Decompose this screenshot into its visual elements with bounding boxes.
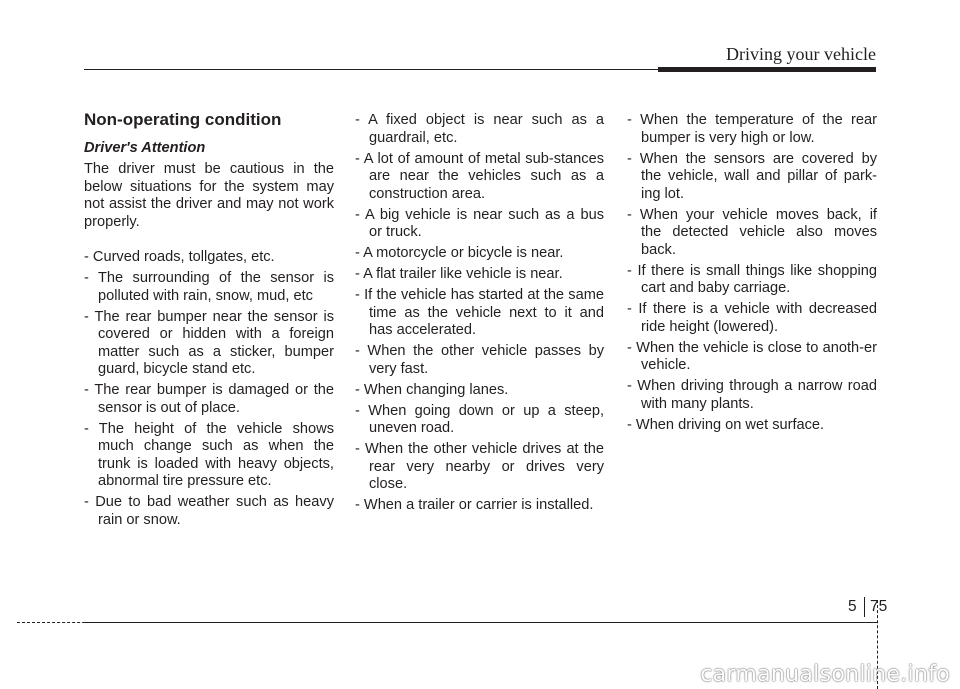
intro-paragraph: The driver must be cautious in the below situations for the system may not assist the driver and may not work properly. bbox=[84, 161, 334, 230]
list-item: - When the vehicle is close to anoth-er vehicle. bbox=[627, 339, 877, 373]
list-item: - If there is small things like shopping cart and baby carriage. bbox=[627, 262, 877, 296]
list-item: - A fixed object is near such as a guardrail, etc. bbox=[355, 112, 604, 146]
condition-list-3 bbox=[627, 112, 877, 434]
condition-list-1 bbox=[84, 249, 334, 529]
chapter-number: 5 bbox=[848, 598, 857, 615]
list-item: - The rear bumper near the sensor is covered or hidden with a foreign matter such as a sticker, bumper guard, bicycle stand etc. bbox=[84, 308, 334, 377]
list-item: - When changing lanes. bbox=[355, 381, 509, 398]
list-item: - When a trailer or carrier is installed. bbox=[355, 497, 594, 513]
list-item: - Curved roads, tollgates, etc. bbox=[84, 249, 275, 265]
list-item: - If the vehicle has started at the same time as the vehicle next to it and has accelerated. bbox=[355, 287, 604, 338]
list-item: - When the temperature of the rear bumper is very high or low. bbox=[627, 112, 877, 146]
list-item: - A motorcycle or bicycle is near. bbox=[355, 245, 564, 261]
list-item: - When your vehicle moves back, if the detected vehicle also moves back. bbox=[627, 206, 877, 258]
list-item: - The height of the vehicle shows much change such as when the trunk is loaded with heavy objects, abnormal tire pressure etc. bbox=[84, 420, 334, 489]
page-header-title: Driving your vehicle bbox=[726, 44, 876, 64]
page-number: 75 bbox=[870, 598, 888, 615]
list-item: - A flat trailer like vehicle is near. bbox=[355, 266, 563, 282]
footer-rule bbox=[84, 622, 876, 623]
list-item: - When driving through a narrow road with many plants. bbox=[627, 378, 877, 412]
column-3 bbox=[627, 112, 877, 438]
section-heading: Non-operating condition bbox=[84, 110, 282, 129]
list-item: - The rear bumper is damaged or the sensor is out of place. bbox=[84, 382, 334, 416]
sub-heading: Driver's Attention bbox=[84, 140, 206, 156]
column-1 bbox=[84, 110, 334, 533]
watermark: carmanualsonline.info bbox=[700, 662, 950, 687]
list-item: - When the other vehicle passes by very fast. bbox=[355, 343, 604, 377]
page-number-separator bbox=[864, 597, 865, 617]
condition-list-2 bbox=[355, 112, 604, 515]
list-item: - A big vehicle is near such as a bus or truck. bbox=[355, 206, 604, 240]
header-rule-accent bbox=[658, 67, 876, 72]
list-item: - When going down or up a steep, uneven road. bbox=[355, 402, 604, 436]
list-item: - When driving on wet surface. bbox=[627, 416, 825, 433]
list-item: - If there is a vehicle with decreased ride height (lowered). bbox=[627, 301, 877, 335]
list-item: - The surrounding of the sensor is polluted with rain, snow, mud, etc bbox=[84, 270, 334, 304]
list-item: - When the sensors are covered by the vehicle, wall and pillar of park-ing lot. bbox=[627, 150, 877, 202]
list-item: - When the other vehicle drives at the rear very nearby or drives very close. bbox=[355, 441, 604, 492]
list-item: - Due to bad weather such as heavy rain or snow. bbox=[84, 494, 334, 528]
list-item: - A lot of amount of metal sub-stances are near the vehicles such as a construction area. bbox=[355, 150, 604, 202]
column-2 bbox=[355, 112, 604, 518]
